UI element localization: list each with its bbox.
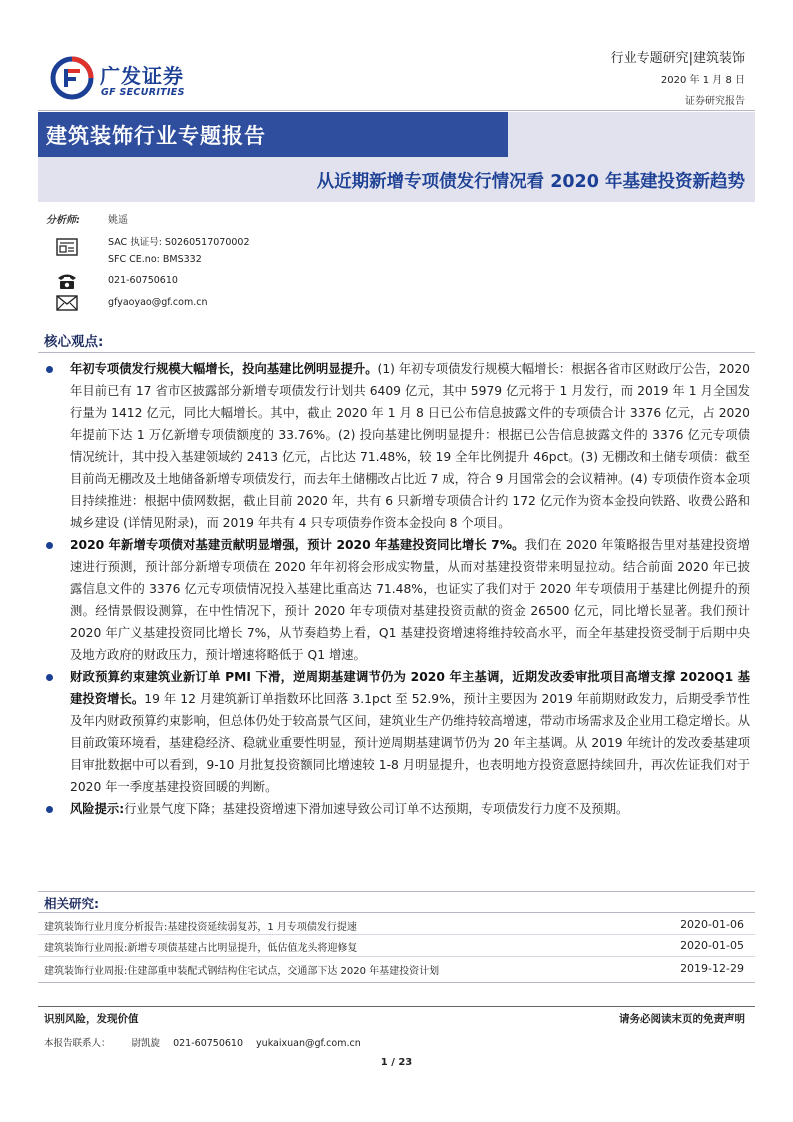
core-points-list bbox=[44, 358, 750, 820]
core-point-head: 风险提示: bbox=[70, 802, 125, 816]
related-divider bbox=[38, 912, 755, 913]
header-divider bbox=[38, 110, 755, 111]
related-item[interactable] bbox=[44, 918, 744, 940]
analyst-name: 姚遥 bbox=[108, 215, 128, 226]
core-point bbox=[44, 534, 750, 666]
core-views-heading: 核心观点: bbox=[44, 334, 104, 350]
analyst-phone: 021-60750610 bbox=[108, 275, 178, 286]
report-subtitle: 从近期新增专项债发行情况看 2020 年基建投资新趋势 bbox=[316, 172, 745, 192]
footer-divider bbox=[38, 1006, 755, 1007]
company-logo bbox=[44, 56, 224, 106]
core-point-body: (1) 年初专项债发行规模大幅增长：根据各省市区财政厅公告，2020 年目前已有 17 省市区披露部分新增专项债发行计划共 6409 亿元，其中 5979 亿元将于 1 月发行，而 2019 年 1 月全国发行量为 1412 亿元，同比大幅增长。其中，截止 2020 年 1 月 8 日已公布信息披露文件的专项债合计 3376 亿元，占 2020 年提前下达 1 万亿新增专项债额度的 33.76%。(2) 投向基建比例明显提升：根据已公告信息披露文件的 3376 亿元专项债情况统计，其中投入基建领域约 2413 亿元，占比达 71.48%，较 19 全年比例提升 46pct。(3) 无棚改和土储专项债：截至目前尚无棚改及土地储备新增专项债发行，而去年土储棚改占比近 7 成，符合 9 月国常会的会议精神。(4) 专项债作资本金项目持续推进：根据中债网数据，截止目前 2020 年，共有 6 只新增专项债合计约 172 亿元作为资本金投向铁路、收费公路和城乡建设 (详情见附录)，而 2019 年共有 4 只专项债券作资本金投向 8 个项目。 bbox=[70, 362, 750, 530]
core-point-body: 19 年 12 月建筑新订单指数环比回落 3.1pct 至 52.9%，预计主要因为 2019 年前期财政发力，后期受季节性及年内财政预算约束影响，但总体仍处于较高景气区间，建筑业生产仍维持较高增速，带动市场需求及企业用工稳定增长。从目前政策环境看，基建稳经济、稳就业重要性明显，预计逆周期基建调节仍为 20 年主基调。从 2019 年统计的发改委基建项目审批数据中可以看到，9-10 月批复投资额同比增速较 1-8 月明显提升，也表明地方投资意愿持续回升，再次佐证我们对于 2020 年一季度基建投资回暖的判断。 bbox=[70, 692, 750, 794]
bullet-icon bbox=[46, 674, 53, 681]
core-point-body: 我们在 2020 年策略报告里对基建投资增速进行预测，预计部分新增专项债在 2020 年年初将会形成实物量，从而对基建投资带来明显拉动。结合前面 2020 年已披露信息文件的 3376 亿元专项债情况投入基建比重高达 71.48%，也证实了我们对于 2020 年专项债用于基建比例提升的预测。经情景假设测算，在中性情况下，预计 2020 年专项债对基建投资贡献的资金 26500 亿元，同比增长显著。我们预计 2020 年广义基建投资同比增长 7%，从节奏趋势上看，Q1 基建投资增速将维持较高水平，而全年基建投资受制于后期中央及地方政府的财政压力，预计增速将略低于 Q1 增速。 bbox=[70, 538, 750, 662]
related-heading: 相关研究: bbox=[44, 896, 99, 911]
related-item-date: 2020-01-06 bbox=[680, 918, 744, 931]
related-item-date: 2020-01-05 bbox=[680, 939, 744, 952]
analyst-label: 分析师: bbox=[46, 215, 80, 226]
core-point bbox=[44, 798, 750, 820]
core-point-body: 行业景气度下降；基建投资增速下滑加速导致公司订单不达预期，专项债发行力度不及预期。 bbox=[124, 802, 629, 816]
related-item[interactable] bbox=[44, 939, 744, 961]
contact-name: 尉凯旋 bbox=[131, 1038, 161, 1049]
logo-text-en: GF SECURITIES bbox=[101, 87, 185, 98]
sfc-number: SFC CE.no: BMS332 bbox=[108, 254, 202, 265]
email-icon bbox=[56, 294, 78, 312]
related-item-title[interactable]: 建筑装饰行业周报:新增专项债基建占比明显提升，低估值龙头将迎修复 bbox=[44, 943, 358, 954]
row-divider bbox=[38, 956, 755, 957]
core-point bbox=[44, 358, 750, 534]
disclaimer-note: 请务必阅读末页的免责声明 bbox=[619, 1013, 745, 1025]
report-category: 行业专题研究|建筑装饰 bbox=[610, 51, 745, 66]
core-point bbox=[44, 666, 750, 798]
related-item[interactable] bbox=[44, 962, 744, 984]
footer-slogan: 识别风险，发现价值 bbox=[44, 1013, 139, 1025]
core-point-head: 2020 年新增专项债对基建贡献明显增强，预计 2020 年基建投资同比增长 7%。 bbox=[70, 538, 525, 552]
row-divider bbox=[38, 934, 755, 935]
contact-email[interactable]: yukaixuan@gf.com.cn bbox=[256, 1038, 361, 1049]
core-views-divider bbox=[38, 352, 755, 353]
core-point-head: 财政预算约束建筑业新订单 PMI 下滑，逆周期基建调节仍为 2020 年主基调，近期发改委审批项目高增支撑 2020Q1 基建投资增长。 bbox=[70, 670, 750, 706]
report-date: 2020 年 1 月 8 日 bbox=[660, 75, 745, 86]
report-type: 证券研究报告 bbox=[685, 96, 745, 107]
phone-icon bbox=[56, 272, 78, 290]
page-number: 1 / 23 bbox=[380, 1057, 413, 1068]
sac-number: SAC 执证号: S0260517070002 bbox=[108, 237, 250, 248]
gf-logo-icon bbox=[50, 56, 94, 100]
related-top-divider bbox=[38, 891, 755, 892]
related-item-title[interactable]: 建筑装饰行业月度分析报告:基建投资延续弱复苏，1 月专项债发行提速 bbox=[44, 922, 357, 933]
contact-label: 本报告联系人： bbox=[44, 1038, 111, 1049]
related-bottom-divider bbox=[38, 982, 755, 983]
related-item-title[interactable]: 建筑装饰行业周报:住建部重申装配式钢结构住宅试点，交通部下达 2020 年基建投资计划 bbox=[44, 966, 440, 977]
certificate-icon bbox=[56, 238, 78, 256]
logo-text-cn: 广发证券 bbox=[100, 64, 184, 88]
bullet-icon bbox=[46, 542, 53, 549]
report-contact bbox=[44, 1035, 361, 1049]
bullet-icon bbox=[46, 806, 53, 813]
contact-phone: 021-60750610 bbox=[173, 1038, 244, 1049]
core-point-head: 年初专项债发行规模大幅增长，投向基建比例明显提升。 bbox=[70, 362, 378, 376]
report-title: 建筑装饰行业专题报告 bbox=[46, 124, 266, 148]
bullet-icon bbox=[46, 366, 53, 373]
related-item-date: 2019-12-29 bbox=[680, 962, 744, 975]
analyst-email[interactable]: gfyaoyao@gf.com.cn bbox=[108, 297, 208, 308]
